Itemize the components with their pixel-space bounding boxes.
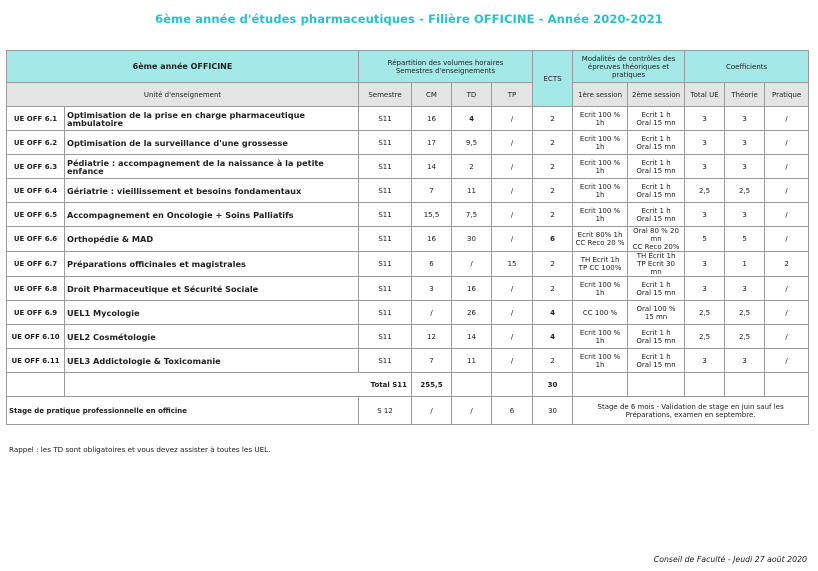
cm-hours: 3 — [412, 277, 452, 301]
semestre: S11 — [359, 203, 412, 227]
coef-total: 3 — [685, 155, 725, 179]
td-hours: 26 — [452, 301, 492, 325]
ue-code: UE OFF 6.7 — [7, 252, 65, 277]
td-hours: 9,5 — [452, 131, 492, 155]
table-row — [7, 349, 809, 373]
td-hours: 11 — [452, 349, 492, 373]
coef-total: 3 — [685, 349, 725, 373]
total-empty — [573, 373, 628, 397]
coef-theorie: 1 — [725, 252, 765, 277]
cm-hours: 7 — [412, 179, 452, 203]
ue-code: UE OFF 6.5 — [7, 203, 65, 227]
table-row — [7, 107, 809, 131]
tp-hours: / — [492, 227, 533, 252]
coef-total: 3 — [685, 131, 725, 155]
ects: 2 — [533, 277, 573, 301]
session1: Ecrit 100 % 1h — [573, 325, 628, 349]
ue-name: Droit Pharmaceutique et Sécurité Sociale — [65, 277, 359, 301]
header-unite: Unité d'enseignement — [7, 83, 359, 107]
stage-modalites: Stage de 6 mois - Validation de stage en juin sauf les Préparations, examen en septembre. — [573, 397, 809, 425]
ue-name: UEL3 Addictologie & Toxicomanie — [65, 349, 359, 373]
tp-hours: / — [492, 179, 533, 203]
ue-name: Accompagnement en Oncologie + Soins Palliatifs — [65, 203, 359, 227]
ue-code: UE OFF 6.8 — [7, 277, 65, 301]
stage-row — [7, 397, 809, 425]
session1: Ecrit 100 % 1h — [573, 349, 628, 373]
ects: 2 — [533, 179, 573, 203]
cm-hours: 12 — [412, 325, 452, 349]
header-semestre: Semestre — [359, 83, 412, 107]
header-td: TD — [452, 83, 492, 107]
header-session2: 2ème session — [628, 83, 685, 107]
ects: 2 — [533, 131, 573, 155]
tp-hours: / — [492, 107, 533, 131]
stage-td: / — [452, 397, 492, 425]
ue-name: Pédiatrie : accompagnement de la naissance à la petite enfance — [65, 155, 359, 179]
header-coefficients: Coefficients — [685, 51, 809, 83]
header-ue-group: 6ème année OFFICINE — [7, 51, 359, 83]
coef-total: 3 — [685, 107, 725, 131]
session2: Ecrit 1 h Oral 15 mn — [628, 155, 685, 179]
semestre: S11 — [359, 155, 412, 179]
footer-council-date: Conseil de Faculté - Jeudi 27 août 2020 — [653, 555, 807, 564]
semestre: S11 — [359, 325, 412, 349]
ue-name: UEL1 Mycologie — [65, 301, 359, 325]
coef-pratique: / — [765, 203, 809, 227]
stage-tp: 6 — [492, 397, 533, 425]
tp-hours: / — [492, 131, 533, 155]
session1: Ecrit 100 % 1h — [573, 277, 628, 301]
stage-ects: 30 — [533, 397, 573, 425]
semestre: S11 — [359, 107, 412, 131]
header-session1: 1ère session — [573, 83, 628, 107]
coef-theorie: 3 — [725, 155, 765, 179]
ue-code: UE OFF 6.1 — [7, 107, 65, 131]
ue-name: UEL2 Cosmétologie — [65, 325, 359, 349]
ects: 6 — [533, 227, 573, 252]
cm-hours: 14 — [412, 155, 452, 179]
coef-theorie: 3 — [725, 107, 765, 131]
total-empty — [7, 373, 65, 397]
td-hours: 30 — [452, 227, 492, 252]
ue-code: UE OFF 6.2 — [7, 131, 65, 155]
ue-code: UE OFF 6.11 — [7, 349, 65, 373]
page-title: 6ème année d'études pharmaceutiques - Filière OFFICINE - Année 2020-2021 — [155, 12, 663, 26]
coef-pratique: / — [765, 325, 809, 349]
tp-hours: / — [492, 301, 533, 325]
stage-semestre: S 12 — [359, 397, 412, 425]
ue-code: UE OFF 6.3 — [7, 155, 65, 179]
session1: Ecrit 100 % 1h — [573, 131, 628, 155]
coef-pratique: / — [765, 301, 809, 325]
session1: Ecrit 100 % 1h — [573, 107, 628, 131]
table-row — [7, 301, 809, 325]
coef-total: 2,5 — [685, 179, 725, 203]
header-pratique: Pratique — [765, 83, 809, 107]
table-row — [7, 203, 809, 227]
coef-theorie: 3 — [725, 349, 765, 373]
curriculum-table — [6, 50, 809, 425]
td-hours: 11 — [452, 179, 492, 203]
total-empty — [765, 373, 809, 397]
total-hours: 255,5 — [412, 373, 452, 397]
ue-code: UE OFF 6.4 — [7, 179, 65, 203]
total-row — [7, 373, 809, 397]
total-ects: 30 — [533, 373, 573, 397]
reminder-note: Rappel : les TD sont obligatoires et vous devez assister à toutes les UEL. — [9, 445, 271, 454]
session1: Ecrit 100 % 1h — [573, 155, 628, 179]
session1: Ecrit 100 % 1h — [573, 179, 628, 203]
cm-hours: 17 — [412, 131, 452, 155]
ects: 2 — [533, 252, 573, 277]
stage-cm: / — [412, 397, 452, 425]
ue-name: Optimisation de la prise en charge pharmaceutique ambulatoire — [65, 107, 359, 131]
total-label: Total S11 — [65, 373, 412, 397]
semestre: S11 — [359, 227, 412, 252]
ue-name: Préparations officinales et magistrales — [65, 252, 359, 277]
td-hours: 7,5 — [452, 203, 492, 227]
total-empty — [725, 373, 765, 397]
tp-hours: / — [492, 155, 533, 179]
ue-name: Gériatrie : vieillissement et besoins fondamentaux — [65, 179, 359, 203]
ue-code: UE OFF 6.10 — [7, 325, 65, 349]
ects: 2 — [533, 155, 573, 179]
table-row — [7, 179, 809, 203]
coef-total: 2,5 — [685, 301, 725, 325]
ects: 2 — [533, 349, 573, 373]
cm-hours: 16 — [412, 227, 452, 252]
coef-pratique: / — [765, 277, 809, 301]
table-row — [7, 227, 809, 252]
header-ects: ECTS — [533, 51, 573, 107]
ects: 4 — [533, 325, 573, 349]
coef-theorie: 2,5 — [725, 179, 765, 203]
table-row — [7, 131, 809, 155]
session2: Ecrit 1 h Oral 15 mn — [628, 203, 685, 227]
ue-code: UE OFF 6.6 — [7, 227, 65, 252]
cm-hours: / — [412, 301, 452, 325]
td-hours: 4 — [452, 107, 492, 131]
ue-name: Optimisation de la surveillance d'une grossesse — [65, 131, 359, 155]
coef-theorie: 3 — [725, 131, 765, 155]
cm-hours: 16 — [412, 107, 452, 131]
stage-label: Stage de pratique professionnelle en officine — [7, 397, 359, 425]
semestre: S11 — [359, 277, 412, 301]
session2: Ecrit 1 h Oral 15 mn — [628, 349, 685, 373]
semestre: S11 — [359, 131, 412, 155]
coef-total: 3 — [685, 277, 725, 301]
table-row — [7, 252, 809, 277]
session2: TH Ecrit 1h TP Ecrit 30 mn — [628, 252, 685, 277]
table-row — [7, 155, 809, 179]
coef-total: 3 — [685, 203, 725, 227]
coef-total: 3 — [685, 252, 725, 277]
table-row — [7, 277, 809, 301]
header-cm: CM — [412, 83, 452, 107]
td-hours: 16 — [452, 277, 492, 301]
coef-pratique: / — [765, 227, 809, 252]
session1: TH Ecrit 1h TP CC 100% — [573, 252, 628, 277]
header-theorie: Théorie — [725, 83, 765, 107]
ue-code: UE OFF 6.9 — [7, 301, 65, 325]
session1: Ecrit 80% 1h CC Reco 20 % — [573, 227, 628, 252]
header-tp: TP — [492, 83, 533, 107]
semestre: S11 — [359, 349, 412, 373]
ue-name: Orthopédie & MAD — [65, 227, 359, 252]
semestre: S11 — [359, 252, 412, 277]
session2: Ecrit 1 h Oral 15 mn — [628, 325, 685, 349]
ects: 2 — [533, 107, 573, 131]
tp-hours: / — [492, 349, 533, 373]
header-total-ue: Total UE — [685, 83, 725, 107]
session2: Oral 100 % 15 mn — [628, 301, 685, 325]
cm-hours: 15,5 — [412, 203, 452, 227]
td-hours: 14 — [452, 325, 492, 349]
coef-theorie: 2,5 — [725, 325, 765, 349]
session2: Ecrit 1 h Oral 15 mn — [628, 107, 685, 131]
tp-hours: 15 — [492, 252, 533, 277]
coef-pratique: / — [765, 107, 809, 131]
td-hours: 2 — [452, 155, 492, 179]
coef-pratique: / — [765, 155, 809, 179]
ects: 4 — [533, 301, 573, 325]
session2: Oral 80 % 20 mn CC Reco 20% — [628, 227, 685, 252]
total-empty — [492, 373, 533, 397]
tp-hours: / — [492, 277, 533, 301]
coef-theorie: 5 — [725, 227, 765, 252]
tp-hours: / — [492, 203, 533, 227]
coef-theorie: 3 — [725, 277, 765, 301]
session1: Ecrit 100 % 1h — [573, 203, 628, 227]
table-row — [7, 325, 809, 349]
coef-total: 2,5 — [685, 325, 725, 349]
coef-theorie: 2,5 — [725, 301, 765, 325]
td-hours: / — [452, 252, 492, 277]
header-repartition: Répartition des volumes horaires Semestres d'enseignements — [359, 51, 533, 83]
cm-hours: 6 — [412, 252, 452, 277]
coef-pratique: / — [765, 349, 809, 373]
session2: Ecrit 1 h Oral 15 mn — [628, 277, 685, 301]
ects: 2 — [533, 203, 573, 227]
coef-theorie: 3 — [725, 203, 765, 227]
session2: Ecrit 1 h Oral 15 mn — [628, 131, 685, 155]
header-modalites: Modalités de contrôles des épreuves théoriques et pratiques — [573, 51, 685, 83]
coef-total: 5 — [685, 227, 725, 252]
semestre: S11 — [359, 301, 412, 325]
session2: Ecrit 1 h Oral 15 mn — [628, 179, 685, 203]
tp-hours: / — [492, 325, 533, 349]
coef-pratique: / — [765, 179, 809, 203]
total-empty — [685, 373, 725, 397]
total-empty — [452, 373, 492, 397]
cm-hours: 7 — [412, 349, 452, 373]
coef-pratique: 2 — [765, 252, 809, 277]
coef-pratique: / — [765, 131, 809, 155]
session1: CC 100 % — [573, 301, 628, 325]
total-empty — [628, 373, 685, 397]
semestre: S11 — [359, 179, 412, 203]
